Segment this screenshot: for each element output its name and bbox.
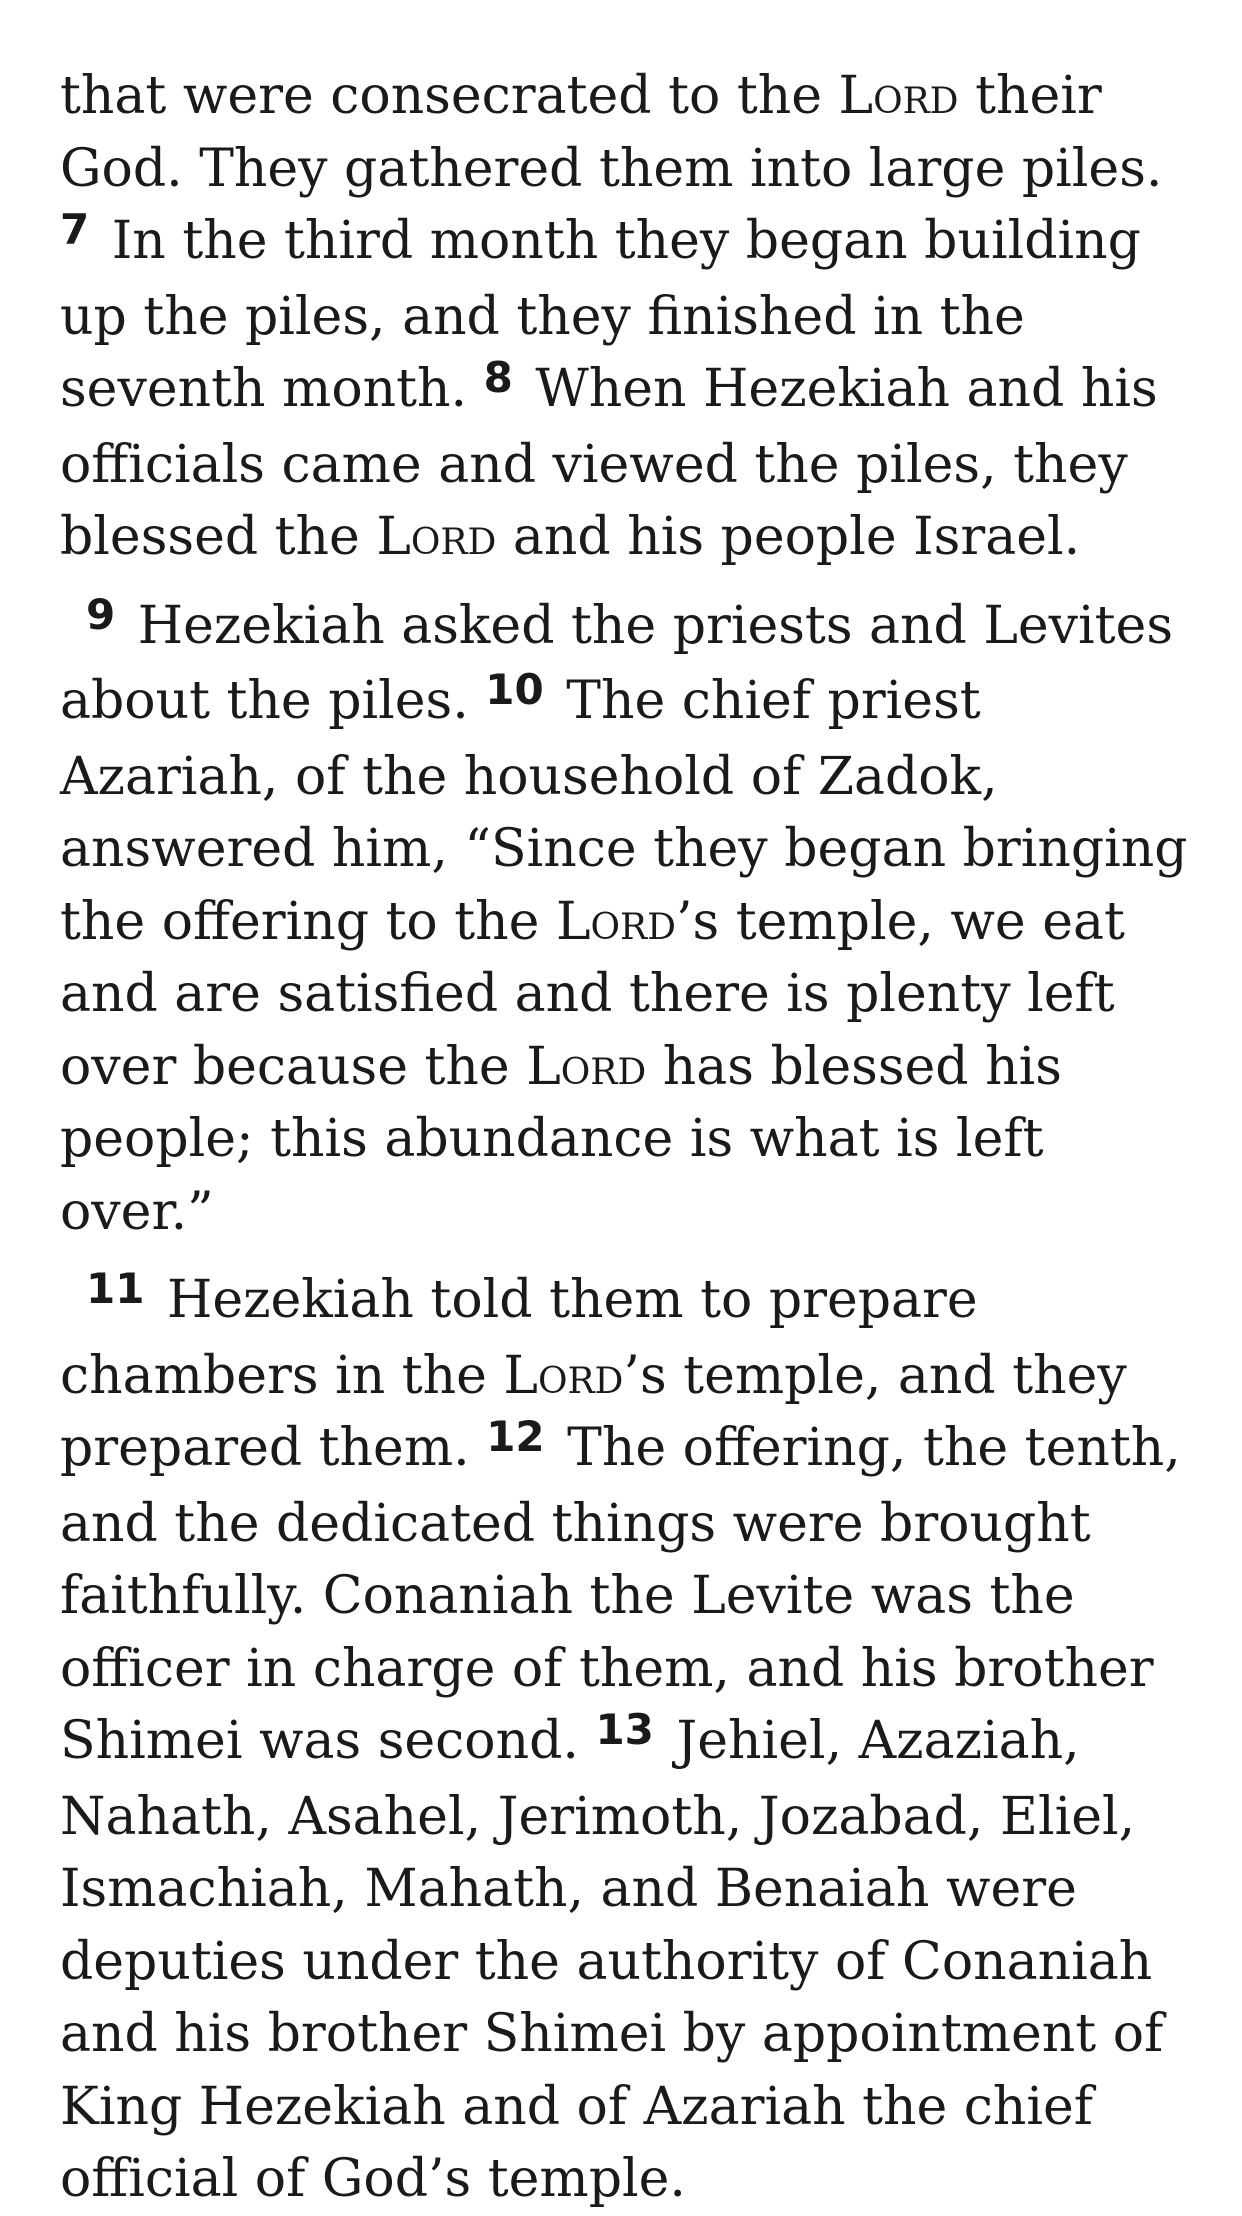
scripture-page [60,60,1200,2216]
text-span: that were consecrated to the [60,66,839,126]
text-span: ’s temple, and they prepared them. [60,1345,1127,1478]
paragraph [60,60,1200,574]
text-span: The chief priest Azariah, of the household of Zadok, answered him, “Since they began bringing the offering to the [60,671,1188,952]
text-span: The offering, the tenth, and the dedicated things were brought faithfully. Conaniah the Levite was the officer in charge of them, and his brother Shimei was second. [60,1418,1181,1771]
paragraph [60,1264,1200,2216]
text-span: In the third month they began building up the piles, and they finished in the seventh month. [60,211,1141,419]
verse-number: 7 [60,205,90,254]
text-span: Jehiel, Azaziah, Nahath, Asahel, Jerimoth, Jozabad, Eliel, Ismachiah, Mahath, and Benaiah were deputies under the authority of Conaniah and his brother Shimei by appointment of King Hezekiah and of Azariah the chief official of God’s temple. [60,1711,1164,2209]
verse-number: 10 [485,665,544,714]
verse-number: 9 [86,589,116,639]
verse-number: 12 [486,1412,545,1461]
text-span: When Hezekiah and his officials came and viewed the piles, they blessed the [60,359,1158,567]
text-span: has blessed his people; this abundance is what is left over.” [60,1036,1062,1242]
divine-name: Lord [526,1036,647,1097]
divine-name: Lord [503,1345,624,1406]
divine-name: Lord [555,891,676,952]
text-span: their God. They gathered them into large piles. [60,66,1163,199]
divine-name: Lord [376,507,497,567]
paragraph [60,590,1200,1249]
text-span: Hezekiah asked the priests and Levites about the piles. [60,595,1174,731]
text-span: ’s temple, we eat and are satisfied and there is plenty left over because the [60,891,1125,1097]
divine-name: Lord [838,66,959,126]
text-span: and his people Israel. [496,507,1081,567]
verse-number: 13 [595,1705,654,1754]
verse-number: 8 [483,353,513,402]
text-span: Hezekiah told them to prepare chambers in the [60,1270,978,1406]
verse-number: 11 [86,1264,145,1313]
